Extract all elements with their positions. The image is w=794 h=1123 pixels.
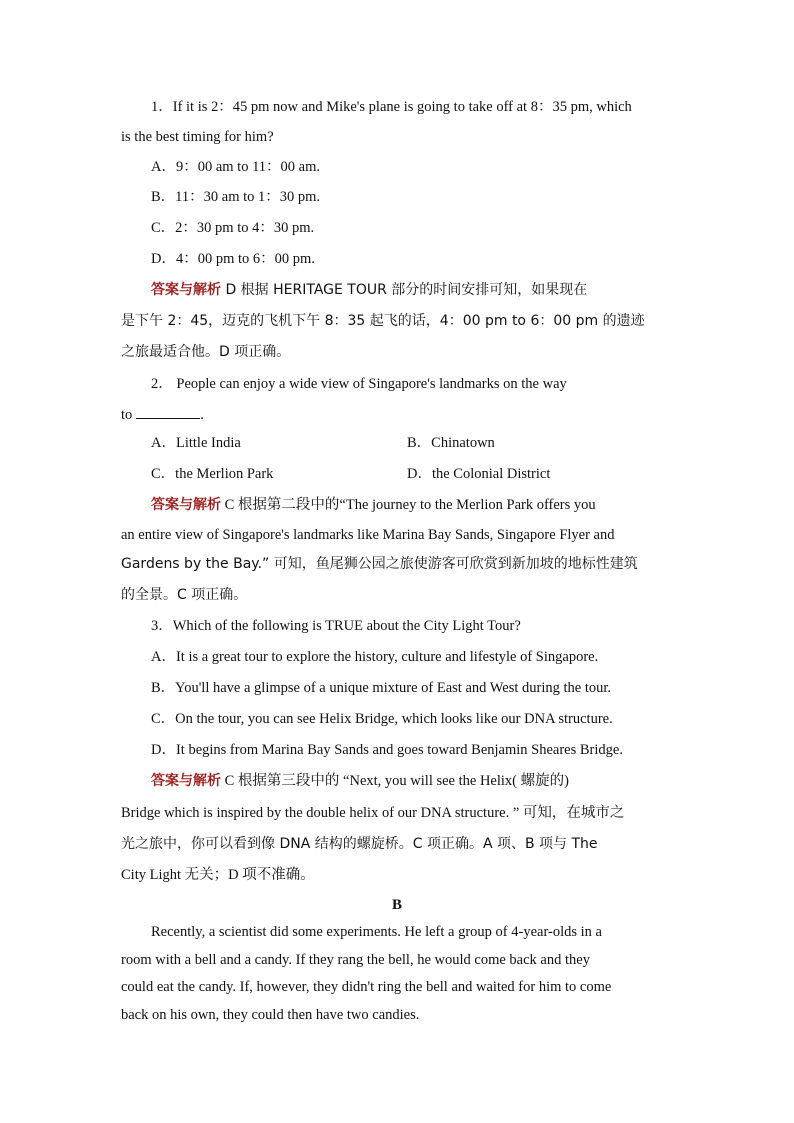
q2-answer-line4: 的全景。C 项正确。	[121, 587, 248, 603]
q3-option-a: A．It is a great tour to explore the history, culture and lifestyle of Singapore.	[151, 649, 599, 665]
q2-option-c: C．the Merlion Park	[151, 466, 274, 482]
q3-option-b: B．You'll have a glimpse of a unique mixture of East and West during the tour.	[151, 680, 612, 696]
q2-stem-text: to	[121, 407, 133, 423]
q1-answer-line1	[151, 280, 673, 300]
q2-options-row2	[151, 464, 673, 484]
q3-answer-text: C 根据第三段中的 “Next, you will see the Helix( 螺旋的)	[221, 773, 569, 789]
q3-option-c: C．On the tour, you can see Helix Bridge, which looks like our DNA structure.	[151, 711, 613, 727]
q2-answer-line1	[151, 495, 673, 515]
q1-stem-line1: 1．If it is 2：45 pm now and Mike's plane is going to take off at 8：35 pm, which	[151, 99, 632, 115]
q3-stem: 3．Which of the following is TRUE about the City Light Tour?	[151, 618, 521, 634]
q2-option-a: A．Little India	[151, 435, 241, 451]
q2-answer-line2: an entire view of Singapore's landmarks like Marina Bay Sands, Singapore Flyer and	[121, 527, 615, 543]
q3-answer-line2: Bridge which is inspired by the double helix of our DNA structure. ” 可知，在城市之	[121, 805, 625, 821]
q1-option-d: D．4：00 pm to 6：00 pm.	[151, 251, 315, 267]
q1-option-b: B．11：30 am to 1：30 pm.	[151, 189, 321, 205]
q2-stem-line2: to .	[121, 404, 673, 425]
q1-option-c: C．2：30 pm to 4：30 pm.	[151, 220, 315, 236]
passage-line3: could eat the candy. If, however, they didn't ring the bell and waited for him to come	[121, 979, 612, 995]
q1-answer-line3: 之旅最适合他。D 项正确。	[121, 344, 291, 360]
q3-option-d: D．It begins from Marina Bay Sands and goes toward Benjamin Sheares Bridge.	[151, 742, 623, 758]
q2-options-row1	[151, 433, 673, 453]
q1-answer-text: D 根据 HERITAGE TOUR 部分的时间安排可知，如果现在	[221, 282, 588, 298]
q3-answer-line1	[151, 771, 673, 791]
answer-blank	[136, 404, 200, 419]
section-b-heading: B	[391, 897, 402, 913]
passage-line1: Recently, a scientist did some experiments. He left a group of 4-year-olds in a	[151, 924, 602, 940]
passage-line2: room with a bell and a candy. If they rang the bell, he would come back and they	[121, 952, 590, 968]
q2-stem-line1: 2． People can enjoy a wide view of Singapore's landmarks on the way	[151, 376, 567, 392]
answer-label: 答案与解析	[151, 497, 221, 513]
q2-option-d: D．the Colonial District	[407, 466, 551, 482]
q2-answer-text: C 根据第二段中的“The journey to the Merlion Park offers you	[221, 497, 596, 513]
q2-option-b: B．Chinatown	[407, 435, 495, 451]
answer-label: 答案与解析	[151, 282, 221, 298]
q2-answer-line3: Gardens by the Bay.” 可知，鱼尾狮公园之旅使游客可欣赏到新加坡的地标性建筑	[121, 556, 638, 572]
q1-stem-line2: is the best timing for him?	[121, 129, 274, 145]
answer-label: 答案与解析	[151, 773, 221, 789]
q1-answer-line2: 是下午 2：45，迈克的飞机下午 8：35 起飞的话，4：00 pm to 6：00 pm 的遗迹	[121, 313, 645, 329]
passage-line4: back on his own, they could then have two candies.	[121, 1007, 420, 1023]
q3-answer-line3: 光之旅中，你可以看到像 DNA 结构的螺旋桥。C 项正确。A 项、B 项与 The	[121, 836, 598, 852]
q3-answer-line4: City Light 无关；D 项不准确。	[121, 867, 315, 883]
q1-option-a: A．9：00 am to 11：00 am.	[151, 159, 321, 175]
